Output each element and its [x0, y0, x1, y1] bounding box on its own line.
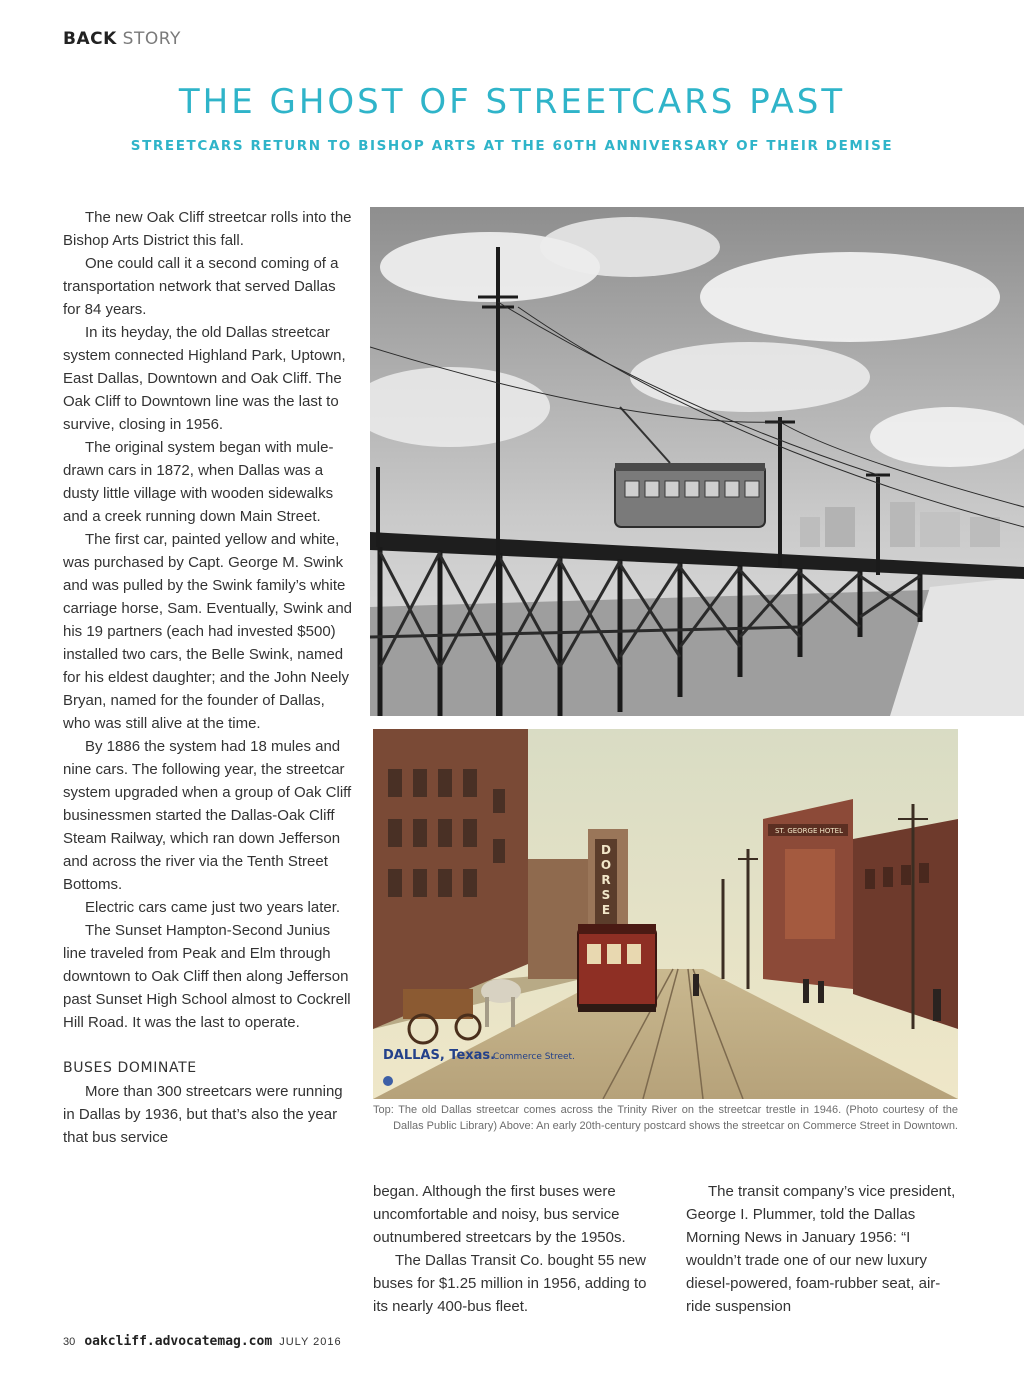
section-heading: BUSES DOMINATE	[63, 1060, 197, 1076]
middle-column	[373, 1180, 663, 1318]
headline: THE GHOST OF STREETCARS PAST	[178, 82, 846, 122]
paragraph: One could call it a second coming of a transportation network that served Dallas for 84 years.	[63, 255, 339, 318]
paragraph: More than 300 streetcars were running in Dallas by 1936, but that’s also the year that bus service	[63, 1083, 343, 1146]
paragraph: The transit company’s vice president, George I. Plummer, told the Dallas Morning News in January 1956: “I wouldn’t trade one of our new luxury diesel-powered, foam-rubber seat, air-ride suspension	[686, 1183, 956, 1315]
paragraph: The Sunset Hampton-Second Junius line traveled from Peak and Elm through downtown to Oak Cliff then along Jefferson past Sunset High School almost to Cockrell Hill Road. It was the last to operate.	[63, 922, 351, 1031]
paragraph: By 1886 the system had 18 mules and nine cars. The following year, the streetcar system upgraded when a group of Oak Cliff businessmen started the Dallas-Oak Cliff Steam Railway, which ran down Jefferson and across the river via the Tenth Street Bottoms.	[63, 738, 352, 893]
dorsey-sign-letter: E	[601, 903, 611, 917]
right-column	[686, 1180, 961, 1318]
postcard-street: Commerce Street.	[493, 1052, 575, 1062]
paragraph: The original system began with mule-drawn cars in 1872, when Dallas was a dusty little village with wooden sidewalks and a creek running down Main Street.	[63, 439, 334, 525]
postcard-city: DALLAS, Texas.	[383, 1048, 496, 1063]
paragraph: The Dallas Transit Co. bought 55 new buses for $1.25 million in 1956, adding to its nearly 400-bus fleet.	[373, 1252, 647, 1315]
trestle-photo	[370, 207, 1024, 716]
dorsey-sign-letter: R	[601, 873, 611, 887]
dorsey-sign-letter: S	[601, 888, 611, 902]
issue-date: JULY 2016	[279, 1336, 342, 1348]
paragraph: The first car, painted yellow and white, was purchased by Capt. George M. Swink and was pulled by the Swink family’s white carriage horse, Sam. Eventually, Swink and his 19 partners (each had invested $500) installed two cars, the Belle Swink, named for his eldest daughter; and the John Neely Bryan, named for the founder of Dallas, who was still alive at the time.	[63, 531, 353, 732]
paragraph: began. Although the first buses were uncomfortable and noisy, bus service outnumbered streetcars by the 1950s.	[373, 1183, 626, 1246]
paragraph: In its heyday, the old Dallas streetcar system connected Highland Park, Uptown, East Dallas, Downtown and Oak Cliff. The Oak Cliff to Downtown line was the last to survive, closing in 1956.	[63, 324, 346, 433]
left-column	[63, 206, 353, 1149]
dorsey-sign-letter: O	[600, 858, 612, 872]
postcard-photo	[373, 729, 958, 1099]
paragraph: The new Oak Cliff streetcar rolls into the Bishop Arts District this fall.	[63, 209, 352, 249]
photo-caption: Top: The old Dallas streetcar comes across the Trinity River on the streetcar trestle in 1946. (Photo courtesy of the Dallas Public Library) Above: An early 20th-century postcard shows the streetcar on Commerce Street in Downtown.	[373, 1104, 958, 1132]
subheadline: STREETCARS RETURN TO BISHOP ARTS AT THE 60TH ANNIVERSARY OF THEIR DEMISE	[130, 138, 894, 154]
page-number: 30	[63, 1336, 76, 1348]
section-label-primary: BACK	[63, 29, 117, 49]
section-label	[63, 29, 181, 49]
dorsey-sign-letter: D	[601, 843, 611, 857]
paragraph: Electric cars came just two years later.	[85, 899, 341, 916]
page-footer	[63, 1334, 342, 1349]
section-label-secondary: STORY	[122, 29, 181, 49]
hotel-sign: ST. GEORGE HOTEL	[774, 827, 844, 835]
website-url: oakcliff.advocatemag.com	[84, 1334, 273, 1349]
